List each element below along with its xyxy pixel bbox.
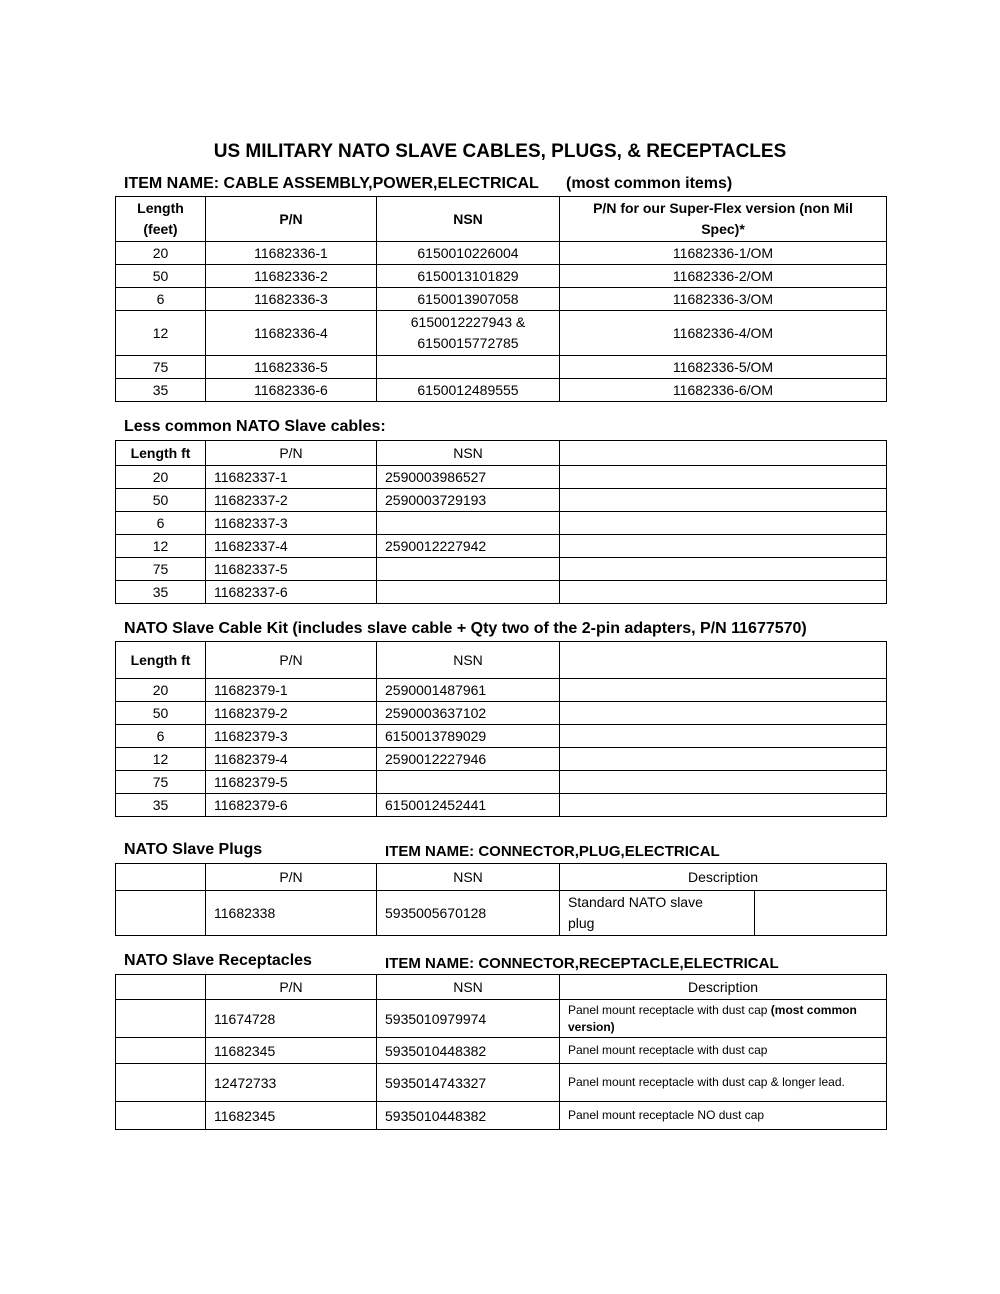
cell-nsn: 6150012452441 [377, 794, 560, 817]
cell-superflex: 11682336-2/OM [560, 265, 887, 288]
cell-pn: 11682337-1 [206, 466, 377, 489]
cell-length: 50 [116, 489, 206, 512]
cell-empty [560, 512, 887, 535]
cell-pn: 11682379-1 [206, 679, 377, 702]
table-row [116, 311, 887, 356]
cell-pn: 11674728 [206, 1000, 377, 1038]
cell-length: 12 [116, 311, 206, 356]
section2-heading: Less common NATO Slave cables: [124, 418, 386, 435]
cell-nsn [377, 512, 560, 535]
cell-pn: 11682337-5 [206, 558, 377, 581]
cell-pn: 11682338 [206, 891, 377, 936]
table-row [116, 794, 887, 817]
cell-pn: 11682337-6 [206, 581, 377, 604]
cell-length: 75 [116, 771, 206, 794]
cell-nsn [377, 356, 560, 379]
cell-description: Panel mount receptacle with dust cap & longer lead. [560, 1064, 887, 1102]
cell-pn: 11682336-2 [206, 265, 377, 288]
cell-pn: 11682337-4 [206, 535, 377, 558]
cell-superflex: 11682336-4/OM [560, 311, 887, 356]
section4-item-name: ITEM NAME: CONNECTOR,PLUG,ELECTRICAL [385, 843, 720, 860]
table-header-row [116, 197, 887, 242]
cell-length: 50 [116, 265, 206, 288]
cell-empty [116, 891, 206, 936]
table-row [116, 466, 887, 489]
cell-length: 75 [116, 356, 206, 379]
header-length: Length ft [116, 642, 206, 679]
cell-nsn: 5935010979974 [377, 1000, 560, 1038]
header-nsn: NSN [377, 975, 560, 1000]
cell-pn: 11682379-2 [206, 702, 377, 725]
cell-empty [116, 1102, 206, 1130]
header-nsn: NSN [377, 441, 560, 466]
header-empty [560, 642, 887, 679]
table-row [116, 356, 887, 379]
section3-heading: NATO Slave Cable Kit (includes slave cable + Qty two of the 2-pin adapters, P/N 11677570) [124, 620, 807, 637]
cell-length: 35 [116, 581, 206, 604]
table-row [116, 679, 887, 702]
header-empty [560, 441, 887, 466]
cell-description: Panel mount receptacle with dust cap [560, 1038, 887, 1064]
table-row [116, 891, 887, 936]
less-common-cables-table [115, 440, 887, 604]
cell-length: 35 [116, 379, 206, 402]
section1-item-name: ITEM NAME: CABLE ASSEMBLY,POWER,ELECTRICAL [124, 175, 539, 192]
cell-nsn: 2590001487961 [377, 679, 560, 702]
cell-description: Standard NATO slave plug [560, 891, 755, 936]
table-row [116, 725, 887, 748]
cell-nsn: 6150012227943 & 6150015772785 [377, 311, 560, 356]
cell-nsn: 5935014743327 [377, 1064, 560, 1102]
cell-pn: 11682379-5 [206, 771, 377, 794]
cell-pn: 11682379-4 [206, 748, 377, 771]
cell-pn: 11682337-2 [206, 489, 377, 512]
cell-length: 50 [116, 702, 206, 725]
cable-assembly-table [115, 196, 887, 402]
cell-empty [560, 489, 887, 512]
cell-pn: 11682379-3 [206, 725, 377, 748]
cell-pn: 11682337-3 [206, 512, 377, 535]
cell-description: Panel mount receptacle with dust cap (most common version) [560, 1000, 887, 1038]
table-row [116, 581, 887, 604]
cell-empty [560, 748, 887, 771]
table-row [116, 512, 887, 535]
header-pn: P/N [206, 441, 377, 466]
cell-empty [560, 702, 887, 725]
cell-empty [560, 558, 887, 581]
header-description: Description [560, 864, 887, 891]
table-row [116, 489, 887, 512]
cell-pn: 11682336-3 [206, 288, 377, 311]
cell-length: 6 [116, 725, 206, 748]
header-superflex: P/N for our Super-Flex version (non Mil Spec)* [560, 197, 887, 242]
section5-item-name: ITEM NAME: CONNECTOR,RECEPTACLE,ELECTRICAL [385, 955, 779, 972]
header-length: Length ft [116, 441, 206, 466]
cell-length: 35 [116, 794, 206, 817]
cable-kit-table [115, 641, 887, 817]
table-row [116, 379, 887, 402]
header-pn: P/N [206, 975, 377, 1000]
table-row [116, 535, 887, 558]
table-row [116, 558, 887, 581]
cell-pn: 11682336-4 [206, 311, 377, 356]
cell-nsn [377, 771, 560, 794]
page-title: US MILITARY NATO SLAVE CABLES, PLUGS, & RECEPTACLES [213, 141, 787, 162]
table-row [116, 702, 887, 725]
cell-length: 6 [116, 288, 206, 311]
cell-superflex: 11682336-6/OM [560, 379, 887, 402]
table-row [116, 1038, 887, 1064]
section1-note: (most common items) [566, 175, 733, 192]
cell-length: 20 [116, 242, 206, 265]
cell-superflex: 11682336-1/OM [560, 242, 887, 265]
cell-empty [116, 1038, 206, 1064]
cell-nsn: 6150012489555 [377, 379, 560, 402]
header-empty [116, 975, 206, 1000]
cell-pn: 11682345 [206, 1038, 377, 1064]
slave-plugs-table [115, 863, 887, 936]
cell-pn: 11682379-6 [206, 794, 377, 817]
header-length: Length (feet) [116, 197, 206, 242]
cell-superflex: 11682336-5/OM [560, 356, 887, 379]
cell-empty [560, 679, 887, 702]
cell-description: Panel mount receptacle NO dust cap [560, 1102, 887, 1130]
cell-pn: 11682345 [206, 1102, 377, 1130]
header-pn: P/N [206, 864, 377, 891]
cell-nsn: 2590003637102 [377, 702, 560, 725]
cell-nsn [377, 558, 560, 581]
table-row [116, 1000, 887, 1038]
cell-nsn: 2590012227946 [377, 748, 560, 771]
table-row [116, 242, 887, 265]
cell-nsn: 5935010448382 [377, 1102, 560, 1130]
table-row [116, 1064, 887, 1102]
cell-pn: 11682336-5 [206, 356, 377, 379]
cell-empty [755, 891, 887, 936]
table-header-row [116, 975, 887, 1000]
cell-nsn: 5935005670128 [377, 891, 560, 936]
cell-empty [560, 466, 887, 489]
cell-empty [560, 794, 887, 817]
cell-pn: 11682336-1 [206, 242, 377, 265]
cell-pn: 12472733 [206, 1064, 377, 1102]
cell-nsn: 6150013101829 [377, 265, 560, 288]
cell-nsn: 6150010226004 [377, 242, 560, 265]
cell-nsn: 6150013907058 [377, 288, 560, 311]
cell-length: 75 [116, 558, 206, 581]
cell-length: 12 [116, 535, 206, 558]
cell-length: 6 [116, 512, 206, 535]
cell-empty [560, 581, 887, 604]
cell-empty [560, 535, 887, 558]
header-empty [116, 864, 206, 891]
cell-length: 12 [116, 748, 206, 771]
cell-nsn: 2590003729193 [377, 489, 560, 512]
section4-heading: NATO Slave Plugs [124, 841, 263, 858]
cell-empty [116, 1000, 206, 1038]
table-row [116, 748, 887, 771]
table-row [116, 1102, 887, 1130]
cell-nsn: 2590003986527 [377, 466, 560, 489]
cell-length: 20 [116, 466, 206, 489]
cell-empty [560, 771, 887, 794]
header-nsn: NSN [377, 864, 560, 891]
cell-length: 20 [116, 679, 206, 702]
table-row [116, 288, 887, 311]
table-header-row [116, 864, 887, 891]
header-pn: P/N [206, 197, 377, 242]
table-header-row [116, 642, 887, 679]
cell-nsn: 2590012227942 [377, 535, 560, 558]
cell-empty [116, 1064, 206, 1102]
table-header-row [116, 441, 887, 466]
slave-receptacles-table [115, 974, 887, 1130]
cell-empty [560, 725, 887, 748]
header-pn: P/N [206, 642, 377, 679]
cell-nsn: 6150013789029 [377, 725, 560, 748]
cell-superflex: 11682336-3/OM [560, 288, 887, 311]
table-row [116, 265, 887, 288]
cell-nsn [377, 581, 560, 604]
header-nsn: NSN [377, 197, 560, 242]
section5-heading: NATO Slave Receptacles [124, 952, 312, 969]
cell-pn: 11682336-6 [206, 379, 377, 402]
cell-nsn: 5935010448382 [377, 1038, 560, 1064]
header-description: Description [560, 975, 887, 1000]
table-row [116, 771, 887, 794]
header-nsn: NSN [377, 642, 560, 679]
